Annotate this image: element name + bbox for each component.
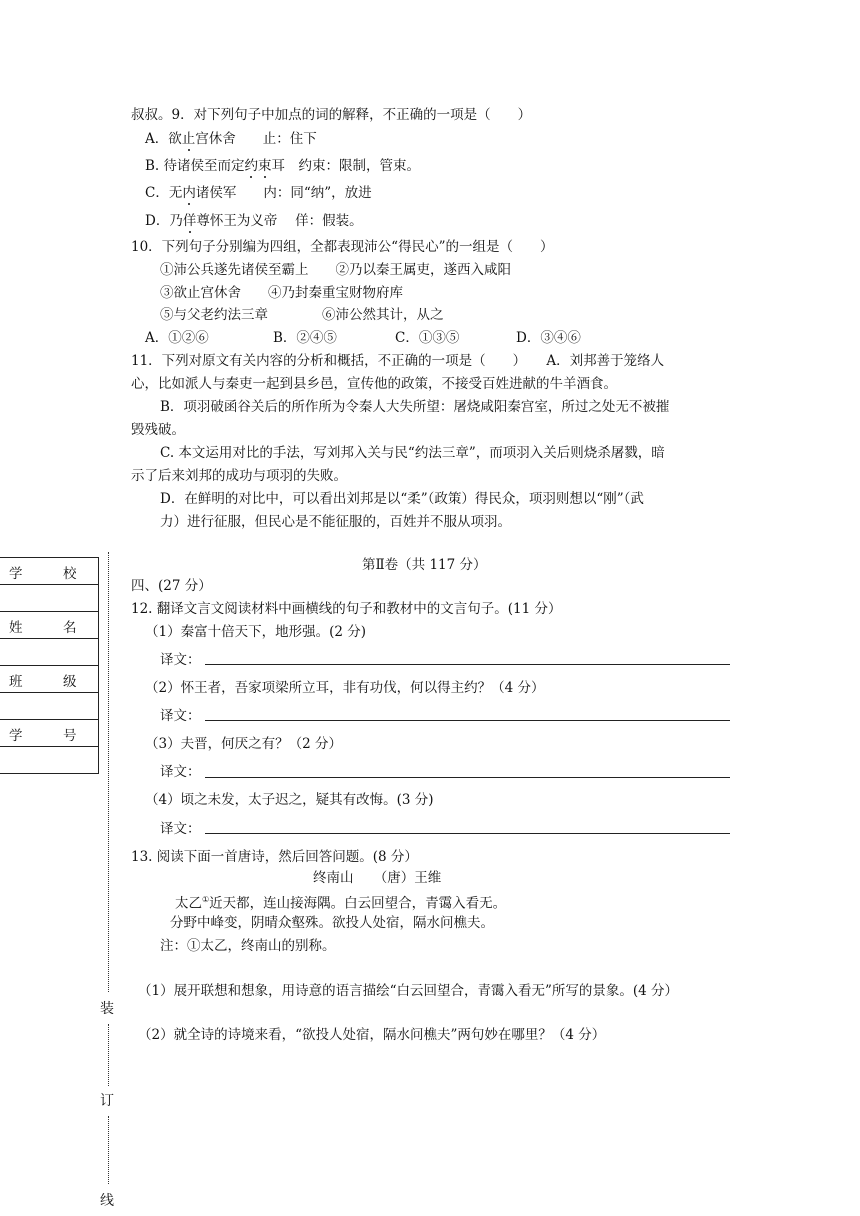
name-label: 姓 名 [9, 620, 77, 636]
poem-note: 注：①太乙，终南山的别称。 [160, 938, 336, 954]
q10-option-b: B．②④⑤ [273, 330, 337, 346]
q9-option-c: C．无内诸侯军 内：同“纳”，放进 [145, 185, 372, 201]
answer-line-4[interactable] [205, 833, 730, 834]
answer-label-3: 译文： [160, 764, 201, 780]
q10-option-d: D．③④⑥ [516, 330, 581, 346]
q11-line-3: B．项羽破函谷关后的所作所为令秦人大失所望：屠烧咸阳秦宫室，所过之处无不被摧 [160, 399, 670, 415]
answer-label-4: 译文： [160, 821, 201, 837]
binding-dotted-line-top [108, 552, 109, 992]
q11-line-1: 11．下列对原文有关内容的分析和概括，不正确的一项是（ ） A．刘邦善于笼络人 [131, 353, 665, 369]
q11-line-8: 力）进行征服，但民心是不能征服的，百姓并不服从项羽。 [160, 514, 511, 530]
q12-item-1: （1）秦富十倍天下，地形强。(2 分) [145, 624, 367, 640]
student-info-box [0, 557, 99, 774]
name-label-row [0, 612, 98, 639]
q9-option-b: B. 待诸侯至而定约束耳 约束：限制，管束。 [145, 158, 421, 174]
answer-line-1[interactable] [205, 664, 730, 665]
q11-line-5: C. 本文运用对比的手法，写刘邦入关与民“约法三章”，而项羽入关后则烧杀屠戮，暗 [160, 445, 665, 461]
answer-label-1: 译文： [160, 652, 201, 668]
q13-item-1: （1）展开联想和想象，用诗意的语言描绘“白云回望合，青霭入看无”所写的景象。(4 分） [138, 983, 679, 999]
q11-line-2: 心，比如派人与秦吏一起到县乡邑，宣传他的政策，不接受百姓进献的牛羊酒食。 [131, 376, 617, 392]
q12-item-3: （3）夫晋，何厌之有？（2 分） [145, 736, 342, 752]
q10-sentences-1: ①沛公兵遂先诸侯至霸上 ②乃以秦王属吏，遂西入咸阳 [160, 262, 511, 278]
q12-stem: 12. 翻译文言文阅读材料中画横线的句子和教材中的文言句子。(11 分） [131, 601, 562, 617]
q10-sentences-3: ⑤与父老约法三章 ⑥沛公然其计，从之 [160, 307, 444, 323]
q13-item-2: （2）就全诗的诗境来看，“欲投人处宿，隔水问樵夫”两句妙在哪里？（4 分） [138, 1027, 606, 1043]
binding-xian: 线 [100, 1193, 114, 1209]
school-field[interactable] [0, 585, 98, 612]
answer-label-2: 译文： [160, 708, 201, 724]
number-label: 学 号 [9, 728, 77, 744]
number-label-row [0, 720, 98, 747]
q9-stem: 叔叔。9．对下列句子中加点的词的解释，不正确的一项是（ ） [131, 107, 532, 123]
binding-zhuang: 装 [100, 1001, 114, 1017]
q11-line-4: 毁残破。 [131, 422, 185, 438]
binding-dotted-line-middle [108, 1024, 109, 1086]
poem-line-2: 分野中峰变，阴晴众壑殊。欲投人处宿，隔水问樵夫。 [170, 915, 494, 931]
poem-line-1: 太乙①近天都，连山接海隅。白云回望合，青霭入看无。 [175, 895, 507, 912]
name-field[interactable] [0, 639, 98, 666]
section-four: 四、(27 分） [131, 578, 212, 594]
class-label-row [0, 666, 98, 693]
answer-line-2[interactable] [205, 720, 730, 721]
q9-option-d: D．乃佯尊怀王为义帝 佯：假装。 [145, 213, 363, 229]
q9-option-a: A．欲止宫休舍 止：住下 [145, 131, 317, 147]
number-field[interactable] [0, 747, 98, 773]
school-label-row [0, 558, 98, 585]
q12-item-2: （2）怀王者，吾家项梁所立耳，非有功伐，何以得主约？（4 分） [145, 680, 545, 696]
class-label: 班 级 [9, 674, 77, 690]
q10-option-a: A．①②⑥ [145, 330, 209, 346]
q10-sentences-2: ③欲止宫休舍 ④乃封秦重宝财物府库 [160, 285, 403, 301]
q12-item-4: （4）顷之未发，太子迟之，疑其有改悔。(3 分) [145, 792, 434, 808]
q10-stem: 10．下列句子分别编为四组，全都表现沛公“得民心”的一组是（ ） [131, 239, 554, 255]
q11-line-6: 示了后来刘邦的成功与项羽的失败。 [131, 468, 347, 484]
part2-heading: 第Ⅱ卷（共 117 分） [362, 557, 487, 573]
school-label: 学 校 [9, 566, 77, 582]
answer-line-3[interactable] [205, 777, 730, 778]
q11-line-7: D．在鲜明的对比中，可以看出刘邦是以“柔”（政策）得民众，项羽则想以“刚”（武 [160, 491, 644, 507]
poem-title: 终南山 （唐）王维 [313, 870, 442, 886]
q13-stem: 13. 阅读下面一首唐诗，然后回答问题。(8 分） [131, 849, 418, 865]
binding-ding: 订 [100, 1093, 114, 1109]
class-field[interactable] [0, 693, 98, 720]
binding-dotted-line-bottom [108, 1116, 109, 1184]
q10-option-c: C．①③⑤ [395, 330, 460, 346]
